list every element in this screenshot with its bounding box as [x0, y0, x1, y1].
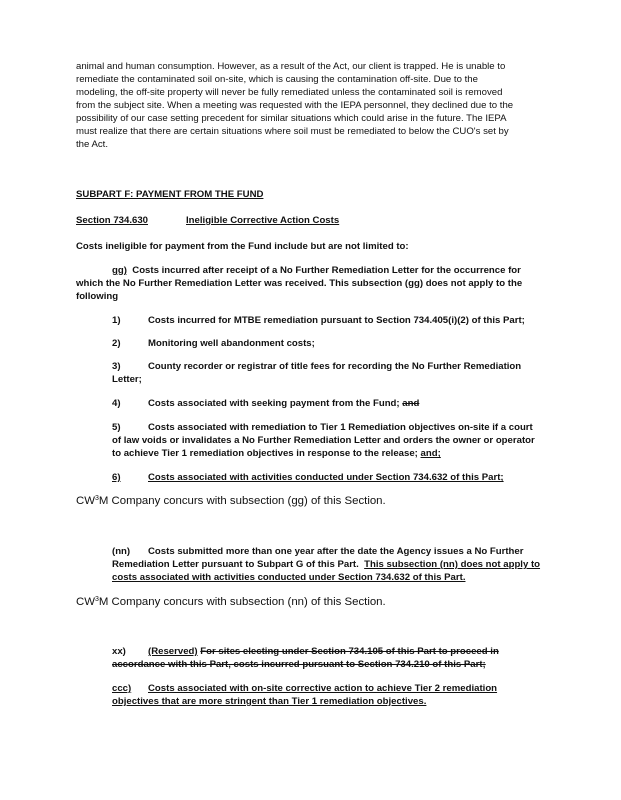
gg-item-text: County recorder or registrar of title fees for recording the No Further Remediation — [148, 361, 522, 372]
xx-line-2: accordance with this Part, costs incurred pursuant to Section 734.210 of this Part; — [112, 659, 486, 670]
ccc-line-2: objectives that are more stringent than Tier 1 remediation objectives. — [112, 696, 427, 707]
gg-item-text: Costs associated with activities conducted under Section 734.632 of this Part; — [148, 472, 504, 483]
gg-text: Costs incurred after receipt of a No Further Remediation Letter for the occurrence for — [132, 265, 521, 276]
ineligible-intro: Costs ineligible for payment from the Fund include but are not limited to: — [76, 241, 409, 252]
nn-text: Remediation Letter pursuant to Subpart G of this Part. — [112, 559, 359, 570]
nn-line-1: Costs submitted more than one year after the date the Agency issues a No Further — [148, 546, 524, 557]
intro-line: must realize that there are certain situations where soil must be remediated to below the CUO's set by — [76, 126, 509, 137]
gg-line-1 — [112, 264, 521, 277]
nn-label: (nn) — [112, 546, 131, 557]
gg-line-3: following — [76, 291, 119, 302]
intro-line: modeling, the off-site property will never be fully remediated unless the contaminated soil is removed — [76, 87, 503, 98]
section-heading — [76, 214, 148, 227]
concur-gg-statement — [76, 494, 386, 508]
intro-line: from the subject site. When a meeting was requested with the IEPA personnel, they declined due to the — [76, 100, 514, 111]
gg-item-text: Costs associated with remediation to Tier 1 Remediation objectives on-site if a court — [148, 422, 533, 433]
gg-item-4-text: Costs associated with seeking payment from the Fund; — [148, 398, 400, 409]
added-text: and; — [420, 448, 441, 459]
gg-item-num: 6) — [112, 472, 121, 483]
gg-item-num: 2) — [112, 338, 121, 349]
concur-text: M Company concurs with subsection (nn) of this Section. — [98, 596, 386, 608]
nn-line-2 — [112, 558, 540, 571]
ccc-line-1: Costs associated with on-site corrective action to achieve Tier 2 remediation — [148, 683, 498, 694]
gg-line-2: which the No Further Remediation Letter was received. This subsection (gg) does not apply to the — [76, 278, 523, 289]
reserved-text: (Reserved) — [148, 646, 198, 657]
section-title: Ineligible Corrective Action Costs — [186, 215, 340, 226]
gg-item-num: 1) — [112, 315, 121, 326]
company-prefix: CW — [76, 596, 95, 608]
gg-item-num: 5) — [112, 422, 121, 433]
ccc-label: ccc) — [112, 683, 132, 694]
subpart-heading: SUBPART F: PAYMENT FROM THE FUND — [76, 189, 264, 200]
intro-line: possibility of our case setting precedent for similar situations which could arise in the future. The IEPA — [76, 113, 507, 124]
struck-text: and — [402, 398, 420, 409]
gg-item-text: Letter; — [112, 374, 142, 385]
intro-line: animal and human consumption. However, as a result of the Act, our client is trapped. He is unable to — [76, 61, 506, 72]
xx-line-1 — [148, 645, 499, 658]
gg-item-num: 3) — [112, 361, 121, 372]
added-text: This subsection (nn) does not apply to — [364, 559, 541, 570]
intro-line: remediate the contaminated soil on-site, which is causing the contamination off-site. Due to the — [76, 74, 478, 85]
concur-nn-statement — [76, 595, 386, 609]
struck-text: For sites electing under Section 734.105 of this Part to proceed in — [200, 646, 499, 657]
superscript: 3 — [94, 495, 99, 502]
company-prefix: CW — [76, 495, 95, 507]
gg-item-num: 4) — [112, 398, 121, 409]
gg-item-5-text: to achieve Tier 1 remediation objectives in response to the release; — [112, 448, 418, 459]
gg-item-text: Monitoring well abandonment costs; — [148, 338, 315, 349]
intro-line: the Act. — [76, 139, 108, 150]
gg-label: gg) — [112, 265, 127, 276]
section-number: Section 734.630 — [76, 215, 148, 226]
gg-item-text: of law voids or invalidates a No Further Remediation Letter and orders the owner or operator — [112, 435, 535, 446]
concur-text: M Company concurs with subsection (gg) of this Section. — [98, 495, 386, 507]
gg-item-text: Costs incurred for MTBE remediation pursuant to Section 734.405(i)(2) of this Part; — [148, 315, 525, 326]
superscript: 3 — [94, 596, 99, 603]
xx-label: xx) — [112, 646, 126, 657]
gg-item-text — [148, 397, 419, 410]
gg-item-text — [112, 447, 441, 460]
nn-line-3: costs associated with activities conducted under Section 734.632 of this Part. — [112, 572, 466, 583]
